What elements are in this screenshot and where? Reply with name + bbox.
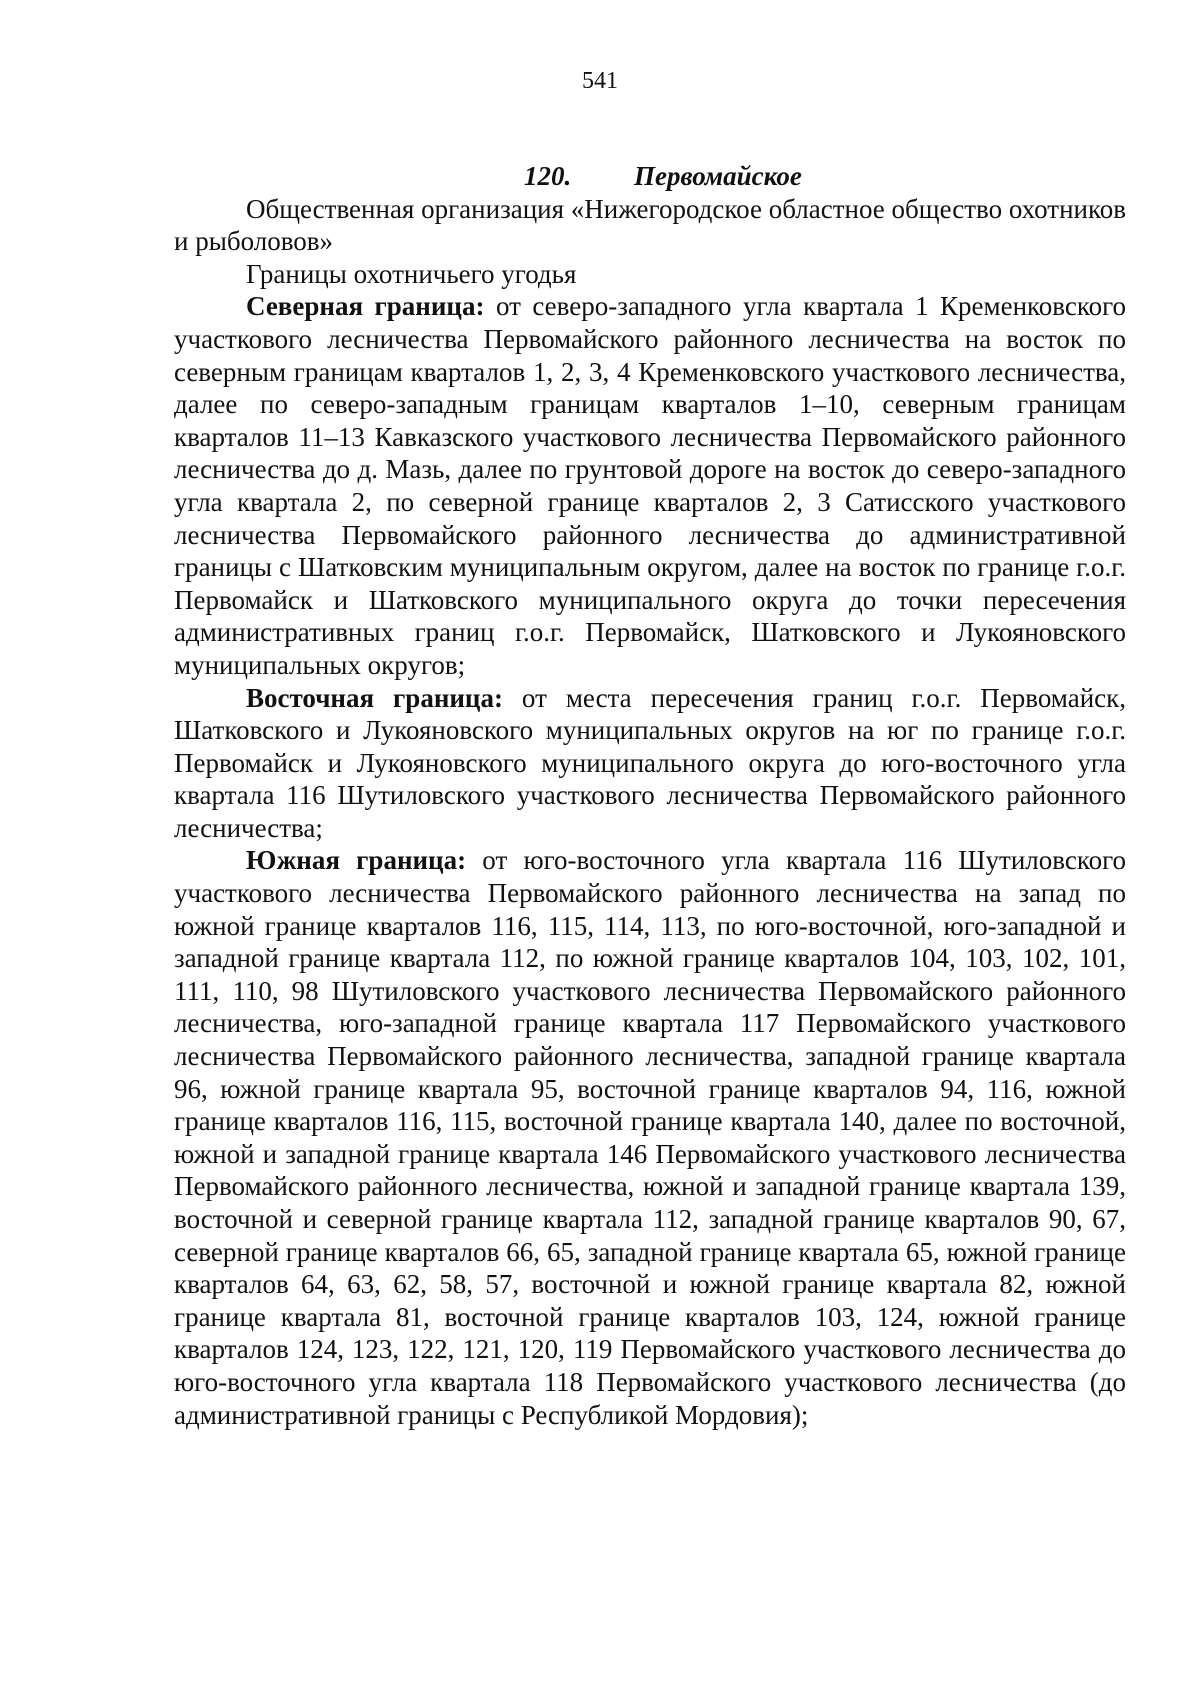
south-border-label: Южная граница: <box>246 845 467 876</box>
north-border-text: от северо-западного угла квартала 1 Кременковского участкового лесничества Первомайского районного лесничества на восток по северным границам кварталов 1, 2, 3, 4 Кременковского участкового лесничества, далее по северо-западным границам кварталов 1–10, северным границам кварталов 11–13 Кавказского участкового лесничества Первомайского районного лесничества до д. Мазь, далее по грунтовой дороге на восток до северо-западного угла квартала 2, по северной границе кварталов 2, 3 Сатисского участкового лесничества Первомайского районного лесничества до административной границы с Шатковским муниципальным округом, далее на восток по границе г.о.г. Первомайск и Шатковского муниципального округа до точки пересечения административных границ г.о.г. Первомайск, Шатковского и Лукояновского муниципальных округов; <box>174 291 1126 680</box>
north-border-paragraph <box>174 290 1126 681</box>
page-number: 541 <box>582 68 618 94</box>
document-body <box>174 160 1126 1431</box>
south-border-text: от юго-восточного угла квартала 116 Шутиловского участкового лесничества Первомайского районного лесничества на запад по южной границе кварталов 116, 115, 114, 113, по юго-восточной, юго-западной и западной границе квартала 112, по южной границе кварталов 104, 103, 102, 101, 111, 110, 98 Шутиловского участкового лесничества Первомайского районного лесничества, юго-западной границе квартала 117 Первомайского участкового лесничества Первомайского районного лесничества, западной границе квартала 96, южной границе квартала 95, восточной границе кварталов 94, 116, южной границе кварталов 116, 115, восточной границе квартала 140, далее по восточной, южной и западной границе квартала 146 Первомайского участкового лесничества Первомайского районного лесничества, южной и западной границе квартала 139, восточной и северной границе квартала 112, западной границе кварталов 90, 67, северной границе кварталов 66, 65, западной границе квартала 65, южной границе кварталов 64, 63, 62, 58, 57, восточной и южной границе квартала 82, южной границе квартала 81, восточной границе кварталов 103, 124, южной границе кварталов 124, 123, 122, 121, 120, 119 Первомайского участкового лесничества до юго-восточного угла квартала 118 Первомайского участкового лесничества (до административной границы с Республикой Мордовия); <box>174 845 1126 1430</box>
boundaries-title: Границы охотничьего угодья <box>246 258 577 289</box>
east-border-paragraph <box>174 682 1126 845</box>
south-border-paragraph <box>174 844 1126 1431</box>
east-border-text: от места пересечения границ г.о.г. Первомайск, Шатковского и Лукояновского муниципальных округов на юг по границе г.о.г. Первомайск и Лукояновского муниципального округа до юго-восточного угла квартала 116 Шутиловского участкового лесничества Первомайского районного лесничества; <box>174 682 1126 843</box>
east-border-label: Восточная граница: <box>246 682 503 713</box>
section-heading <box>174 160 1126 193</box>
section-number: 120. <box>524 161 572 191</box>
north-border-label: Северная граница: <box>246 291 485 322</box>
section-title: Первомайское <box>634 161 802 191</box>
organization-paragraph: Общественная организация «Нижегородское областное общество охотников и рыболовов» <box>174 193 1126 257</box>
